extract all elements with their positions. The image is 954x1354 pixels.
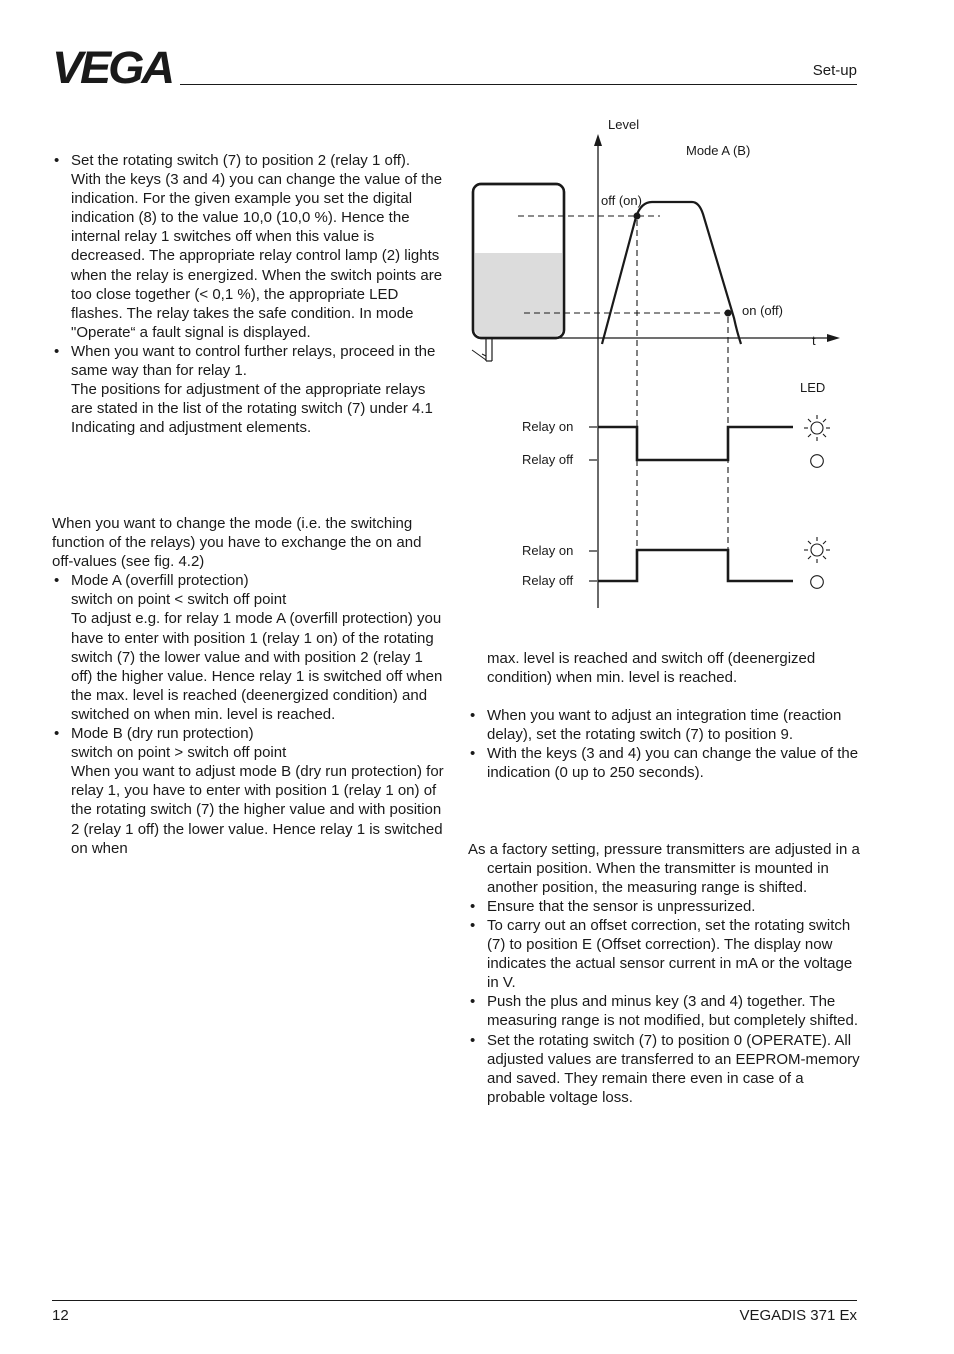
offset-steps [468,897,860,1107]
off-point-dot [634,213,641,220]
level-axis-label: Level [608,117,640,132]
vega-logo [52,46,174,88]
setup-steps [52,151,444,437]
offset-step: • Push the plus and minus key (3 and 4) together. The measuring range is not modified, but completely shifted. [468,992,860,1030]
step-further-relays: • When you want to control further relays, proceed in the same way than for relay 1. The positions for adjustment of the appropriate relays are stated in the list of the rotating switch (7) under 4.1 Indicating and adjustment elements. [52,342,444,437]
mode-a-item: • Mode A (overfill protection) switch on point < switch off point To adjust e.g. for relay 1 mode A (overfill protection) you have to enter with position 1 (relay 1 on) of the rotating switch (7) the lower value and with position 2 (relay 1 off) the higher value. Hence relay 1 is switched off when the max. level is reached (deenergized condition) and switched on when min. level is reached. [52,571,444,724]
header-rule [180,84,857,85]
document-title: VEGADIS 371 Ex [739,1307,857,1324]
mode-list [52,571,444,857]
relay2-off-label: Relay off [522,573,574,588]
led-label: LED [800,380,826,395]
section-label: Set-up [812,62,857,79]
mode-label: Mode A (B) [686,143,751,158]
relay2-on-label: Relay on [522,543,574,558]
sensor-cable-tick [482,354,486,356]
relay2-signal [598,550,793,581]
time-axis-label: t [812,333,816,348]
page-number: 12 [52,1307,69,1324]
integration-step: • When you want to adjust an integration time (reaction delay), set the rotating switch (7) to position 9. [468,706,860,744]
time-axis-arrow [827,334,840,342]
relay1-signal [598,427,793,460]
left-column-top [52,151,444,437]
footer-rule [52,1300,857,1301]
offset-intro: As a factory setting, pressure transmitters are adjusted in a certain position. When the transmitter is mounted in another position, the measuring range is shifted. [468,840,860,896]
level-curve [602,202,741,344]
step-set-relay-off: • Set the rotating switch (7) to position 2 (relay 1 off). With the keys (3 and 4) you can change the value of the indication. For the given example you set the digital indication (8) to the value 10,0 (10,0 %). Hence the internal relay 1 switches off when this value is decreased. The appropriate relay control lamp (2) lights when the relay is energized. When the switch points are too close together (< 0,1 %), the appropriate LED flashes. The relay takes the safe condition. In mode "Operate“ a fault signal is displayed. [52,151,444,342]
relay1-off-label: Relay off [522,452,574,467]
switching-diagram [460,110,860,620]
offset-step: • To carry out an offset correction, set the rotating switch (7) to position E (Offset correction). The display now indicates the actual sensor current in mA or the voltage in V. [468,916,860,992]
integration-steps [468,706,860,782]
relay1-on-label: Relay on [522,419,574,434]
on-point-dot [725,310,732,317]
off-point-label: off (on) [601,193,642,208]
relay2-led-off [811,576,824,589]
svg-text:VEGA: VEGA [52,46,173,88]
level-axis-arrow [594,134,602,146]
on-point-label: on (off) [742,303,783,318]
offset-step: • Ensure that the sensor is unpressurized. [468,897,860,916]
left-column-modes [52,514,444,858]
mode-b-continuation: max. level is reached and switch off (deenergized condition) when min. level is reached. [487,650,816,687]
relay2-led-lit [804,537,830,563]
relay1-led-lit [804,415,830,441]
offset-step: • Set the rotating switch (7) to position 0 (OPERATE). All adjusted values are transferred to an EEPROM-memory and saved. They remain there even in case of a probable voltage loss. [468,1031,860,1107]
relay1-led-off [811,455,824,468]
mode-intro: When you want to change the mode (i.e. the switching function of the relays) you have to exchange the on and off-values (see fig. 4.2) [52,515,422,571]
vessel-liquid [475,253,562,336]
right-column [468,649,860,1107]
integration-step: • With the keys (3 and 4) you can change the value of the indication (0 up to 250 seconds). [468,744,860,782]
mode-b-item: • Mode B (dry run protection) switch on point > switch off point When you want to adjust mode B (dry run protection) for relay 1, you have to enter with position 1 (relay 1 on) of the rotating switch (7) the higher value and with position 2 (relay 1 off) the lower value. Hence relay 1 is switched on when [52,724,444,858]
